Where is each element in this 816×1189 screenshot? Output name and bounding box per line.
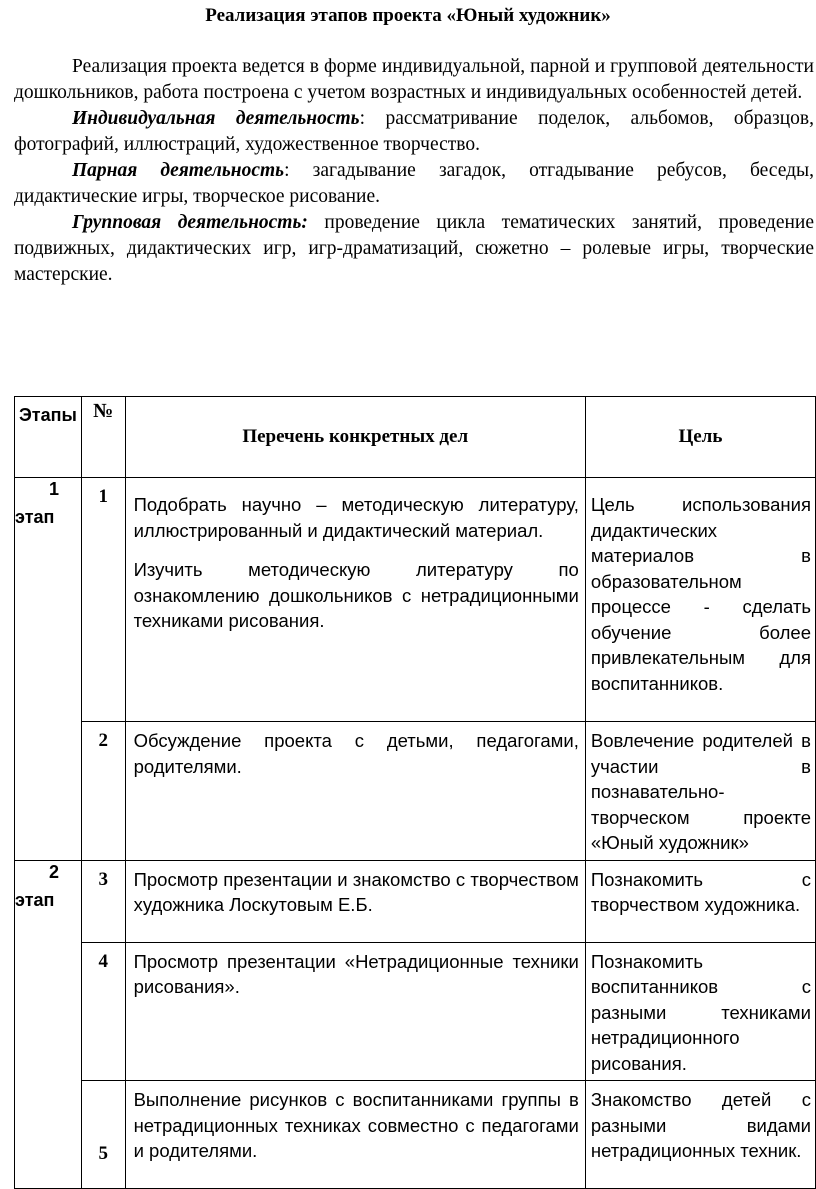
page-title: Реализация этапов проекта «Юный художник»: [205, 5, 611, 26]
row-number: 2: [81, 722, 125, 861]
task-text: Выполнение рисунков с воспитанниками группы в нетрадиционных техниках совместно с педагогами и родителями.: [133, 1089, 579, 1161]
table-row: [15, 478, 816, 722]
intro-paragraph: Реализация проекта ведется в форме индивидуальной, парной и групповой деятельности дошкольников, работа построена с учетом возрастных и индивидуальных особенностей детей.: [14, 56, 814, 103]
pair-activity-label: Парная деятельность: [72, 160, 285, 181]
goal-text: Цель использования дидактических материалов в образовательном процессе - сделать обучение более привлекательным для воспитанников.: [590, 494, 811, 694]
goal-cell: [585, 942, 815, 1081]
goal-cell: [585, 478, 815, 722]
row-number: 5: [81, 1081, 125, 1189]
header-number: №: [81, 397, 125, 478]
group-activity-text: проведение цикла тематических занятий, проведение подвижных, дидактических игр, игр-драматизаций, сюжетно – ролевые игры, творческие мастерские.: [14, 212, 815, 285]
stage-number: 2: [48, 861, 59, 882]
individual-activity-text: : рассматривание поделок, альбомов, образцов, фотографий, иллюстраций, художественное творчество.: [14, 108, 814, 155]
group-activity-label: Групповая деятельность:: [72, 212, 308, 233]
task-cell: [125, 942, 585, 1081]
header-goal: Цель: [585, 397, 815, 478]
goal-text: Вовлечение родителей в участии в познавательно-творческом проекте «Юный художник»: [590, 730, 811, 853]
pair-activity-paragraph: [14, 158, 814, 210]
goal-text: Знакомство детей с разными видами нетрадиционных техник.: [590, 1089, 811, 1161]
table-row: [15, 722, 816, 861]
goal-text: Познакомить воспитанников с разными техниками нетрадиционного рисования.: [590, 950, 811, 1074]
task-text: Обсуждение проекта с детьми, педагогами, родителями.: [133, 730, 579, 777]
table-row: [15, 1081, 816, 1189]
task-text: Изучить методическую литературу по ознакомлению дошкольников с нетрадиционными техниками рисования.: [133, 559, 579, 631]
header-stages: Этапы: [15, 397, 82, 478]
group-activity-paragraph: [14, 210, 814, 288]
task-cell: [125, 478, 585, 722]
individual-activity-paragraph: [14, 106, 814, 158]
task-text: Просмотр презентации и знакомство с творчеством художника Лоскутовым Е.Б.: [133, 868, 579, 915]
pair-activity-text: : загадывание загадок, отгадывание ребусов, беседы, дидактические игры, творческое рисование.: [14, 160, 814, 207]
task-cell: [125, 860, 585, 942]
row-number: 4: [81, 942, 125, 1081]
individual-activity-label: Индивидуальная деятельность: [72, 108, 360, 129]
row-number: 3: [81, 860, 125, 942]
project-plan-table: [14, 396, 816, 1189]
table-row: [15, 942, 816, 1081]
goal-cell: [585, 860, 815, 942]
task-text: Подобрать научно – методическую литературу, иллюстрированный и дидактический материал.: [133, 494, 579, 541]
header-task-list: Перечень конкретных дел: [125, 397, 585, 478]
goal-cell: [585, 1081, 815, 1189]
intro-text: [14, 54, 814, 288]
task-text: Просмотр презентации «Нетрадиционные техники рисования».: [133, 950, 579, 997]
stage-number: 1: [48, 479, 59, 499]
table-row: [15, 860, 816, 942]
goal-text: Познакомить с творчеством художника.: [590, 868, 811, 915]
stage-2-cell: [15, 860, 82, 1189]
goal-cell: [585, 722, 815, 861]
stage-1-cell: [15, 478, 82, 861]
task-cell: [125, 1081, 585, 1189]
stage-label: этап: [15, 507, 55, 527]
task-cell: [125, 722, 585, 861]
stage-label: этап: [15, 889, 55, 910]
row-number: 1: [81, 478, 125, 722]
table-header-row: [15, 397, 816, 478]
